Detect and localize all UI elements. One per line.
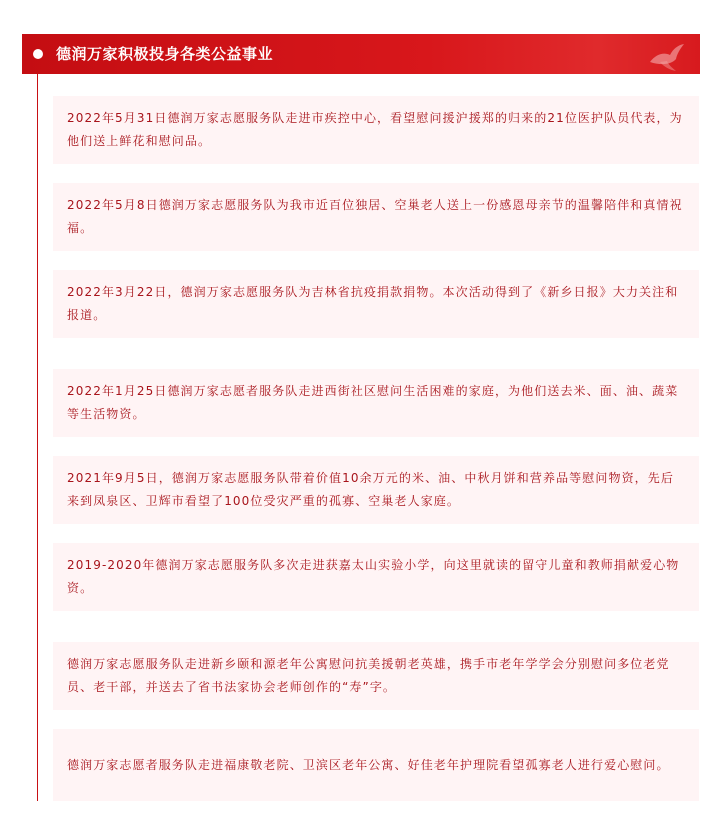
timeline-item bbox=[53, 456, 699, 524]
timeline-item-text: 2019-2020年德润万家志愿服务队多次走进获嘉太山实验小学，向这里就读的留守儿童和教师捐献爱心物资。 bbox=[67, 558, 680, 595]
timeline-item-text: 2022年1月25日德润万家志愿者服务队走进西街社区慰问生活困难的家庭，为他们送去米、面、油、蔬菜等生活物资。 bbox=[67, 384, 679, 421]
timeline-item-text: 2022年5月31日德润万家志愿服务队走进市疾控中心，看望慰问援沪援郑的归来的21位医护队员代表，为他们送上鲜花和慰问品。 bbox=[67, 111, 683, 148]
timeline-item bbox=[53, 642, 699, 710]
timeline-item-text: 2022年5月8日德润万家志愿服务队为我市近百位独居、空巢老人送上一份感恩母亲节的温馨陪伴和真情祝福。 bbox=[67, 198, 683, 235]
section-header bbox=[22, 34, 700, 74]
timeline-item-text: 德润万家志愿服务队走进新乡颐和源老年公寓慰问抗美援朝老英雄，携手市老年学学会分别慰问多位老党员、老干部，并送去了省书法家协会老师创作的“寿”字。 bbox=[67, 657, 670, 694]
timeline-item bbox=[53, 729, 699, 801]
timeline-item bbox=[53, 543, 699, 611]
timeline-item-text: 德润万家志愿者服务队走进福康敬老院、卫滨区老年公寓、好佳老年护理院看望孤寡老人进行爱心慰问。 bbox=[67, 757, 670, 772]
timeline-item bbox=[53, 183, 699, 251]
timeline-line bbox=[37, 74, 38, 801]
section-title: 德润万家积极投身各类公益事业 bbox=[56, 45, 274, 63]
timeline-item bbox=[53, 369, 699, 437]
bullet-dot-icon bbox=[33, 49, 43, 59]
timeline-item-text: 2021年9月5日，德润万家志愿服务队带着价值10余万元的米、油、中秋月饼和营养品等慰问物资，先后来到凤泉区、卫辉市看望了100位受灾严重的孤寡、空巢老人家庭。 bbox=[67, 471, 674, 508]
timeline-item bbox=[53, 96, 699, 164]
dove-decoration-icon bbox=[646, 40, 686, 74]
timeline-item-text: 2022年3月22日，德润万家志愿服务队为吉林省抗疫捐款捐物。本次活动得到了《新乡日报》大力关注和报道。 bbox=[67, 285, 679, 322]
timeline-item bbox=[53, 270, 699, 338]
